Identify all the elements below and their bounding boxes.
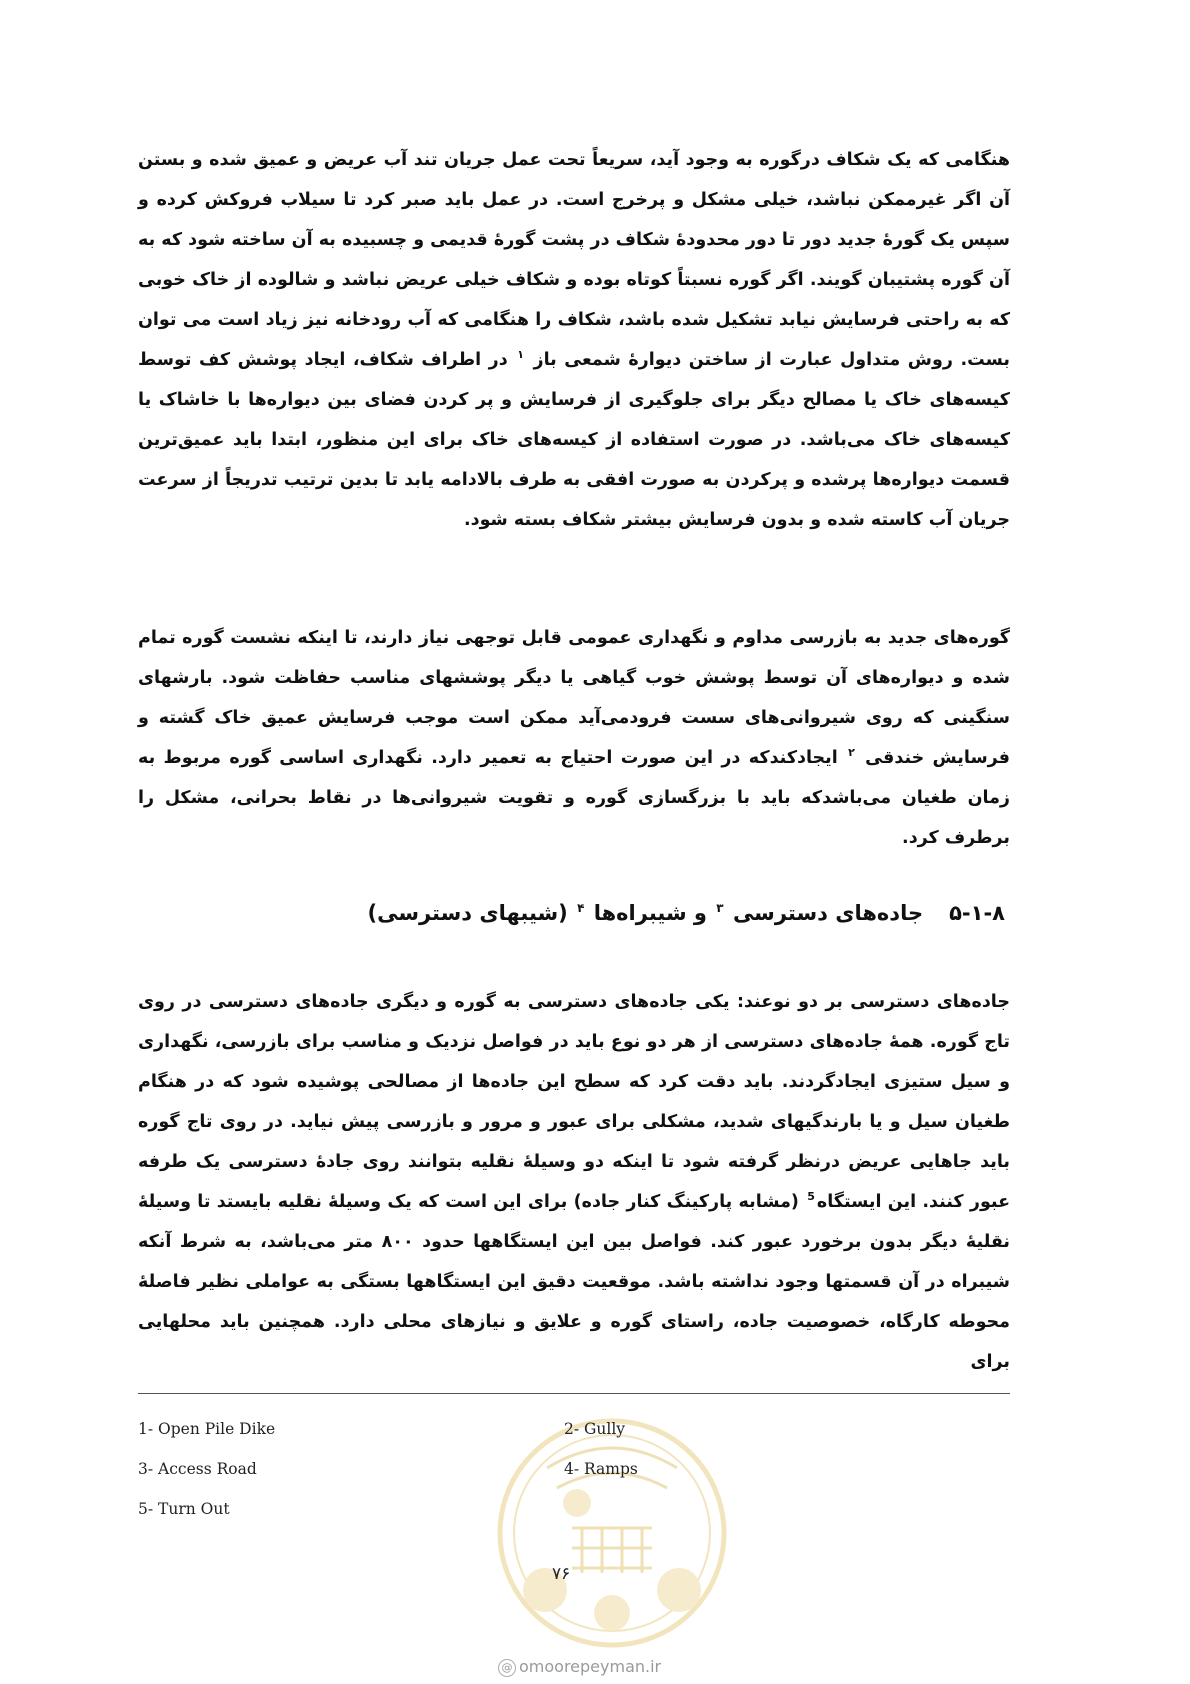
heading-text: و شیبراه‌ها: [593, 901, 707, 925]
footnote-2: 2- Gully: [564, 1420, 626, 1438]
footnote-ref-2: ۲: [848, 746, 855, 760]
footnote-ref-4: ۴: [577, 901, 585, 915]
paragraph-text: ایجادکندکه در این صورت احتیاج به تعمیر دارد. نگهداری اساسی گوره مربوط به زمان طغیان می‌باشدکه باید با بزرگسازی گوره و تقویت شیروانی‌ها در نقاط بحرانی، مشکل را برطرف کرد.: [138, 748, 1010, 848]
footnote-1: 1- Open Pile Dike: [138, 1420, 276, 1438]
paragraph-levee-breach: [138, 140, 1010, 540]
paragraph-text: (مشابه پارکینگ کنار جاده) برای این است که یک وسیلهٔ نقلیه بایستد تا وسیلهٔ نقلیهٔ دیگر بدون برخورد عبور کند. فواصل بین این ایستگاهها حدود ۸۰۰ متر می‌باشد، به شرط آنکه شیبراه در آن قسمتها وجود نداشته باشد. موقعیت دقیق این ایستگاهها بستگی به عواملی نظیر فاصلهٔ محوطه کارگاه، خصوصیت جاده، راستای گوره و علایق و نیازهای محلی دارد. همچنین باید محلهایی برای: [138, 1192, 1010, 1372]
paragraph-text: جاده‌های دسترسی بر دو نوعند: یکی جاده‌های دسترسی به گوره و دیگری جاده‌های دسترسی در روی تاج گوره. همهٔ جاده‌های دسترسی از هر دو نوع باید در فواصل نزدیک و مناسب برای بازرسی، نگهداری و سیل ستیزی ایجادگردند. باید دقت کرد که سطح این جاده‌ها از مصالحی پوشیده شود که در هنگام طغیان سیل و یا بارندگیهای شدید، مشکلی برای عبور و مرور و بازرسی پیش نیاید. در روی تاج گوره باید جاهایی عریض درنظر گرفته شود تا اینکه دو وسیلهٔ نقلیه بتوانند روی جادهٔ دسترسی یک طرفه عبور کنند. این ایستگاه: [138, 992, 1011, 1212]
paragraph-text: در اطراف شکاف، ایجاد پوشش کف توسط کیسه‌های خاک یا مصالح دیگر برای جلوگیری از فرسایش و پر کردن فضای بین دیواره‌ها با خاشاک یا کیسه‌های خاک می‌باشد. در صورت استفاده از کیسه‌های خاک برای این منظور، ابتدا باید عمیق‌ترین قسمت دیواره‌ها پرشده و پرکردن به صورت افقی به طرف بالادامه یابد تا بدین ترتیب تدریجاً از سرعت جریان آب کاسته شده و بدون فرسایش بیشتر شکاف بسته شود.: [138, 350, 1010, 530]
section-heading: [368, 893, 1006, 933]
footnote-3: 3- Access Road: [138, 1460, 257, 1478]
paragraph-levee-maintenance: [138, 618, 1010, 858]
paragraph-text: گوره‌های جدید به بازرسی مداوم و نگهداری عمومی قابل توجهی نیاز دارند، تا اینکه نشست گوره تمام شده و دیواره‌های آن توسط پوشش خوب گیاهی یا دیگر پوششهای مناسب حفاظت شود. بارشهای سنگینی که روی شیروانی‌های سست فرودمی‌آید ممکن است موجب فرسایش عمیق خاک گشته و فرسایش خندقی: [138, 628, 1010, 768]
watermark-logo: [487, 1408, 737, 1658]
footnote-ref-3: ۳: [716, 901, 724, 915]
footnote-ref-5: 5: [807, 1190, 815, 1204]
footnote-4: 4- Ramps: [564, 1460, 638, 1478]
heading-text: جاده‌های دسترسی: [732, 901, 924, 925]
at-icon: @: [498, 1659, 516, 1677]
footnote-5: 5- Turn Out: [138, 1500, 230, 1518]
footnote-divider: [138, 1393, 1010, 1394]
paragraph-access-roads: [138, 982, 1010, 1382]
watermark-site-text: omoorepeyman.ir: [519, 1657, 662, 1676]
section-number: ۵-۱-۸: [949, 901, 1005, 925]
footnote-ref-1: ۱: [517, 348, 524, 362]
watermark-site: [498, 1657, 661, 1677]
paragraph-text: هنگامی که یک شکاف درگوره به وجود آید، سریعاً تحت عمل جریان تند آب عریض و عمیق شده و بستن آن اگر غیرممکن نباشد، خیلی مشکل و پرخرج است. در عمل باید صبر کرد تا سیلاب فروکش کرده و سپس یک گورهٔ جدید دور تا دور محدودهٔ شکاف در پشت گورهٔ قدیمی و چسبیده به آن ساخته شود که به آن گوره پشتیبان گویند. اگر گوره نسبتاً کوتاه بوده و شکاف خیلی عریض نباشد و شالوده از خاک خوبی که به راحتی فرسایش نیابد تشکیل شده باشد، شکاف را هنگامی که آب رودخانه نیز زیاد است می توان بست. روش متداول عبارت از ساختن دیوارهٔ شمعی باز: [138, 150, 1010, 370]
heading-text: (شیبهای دسترسی): [367, 901, 568, 925]
page-number: ۷۶: [552, 1564, 571, 1584]
